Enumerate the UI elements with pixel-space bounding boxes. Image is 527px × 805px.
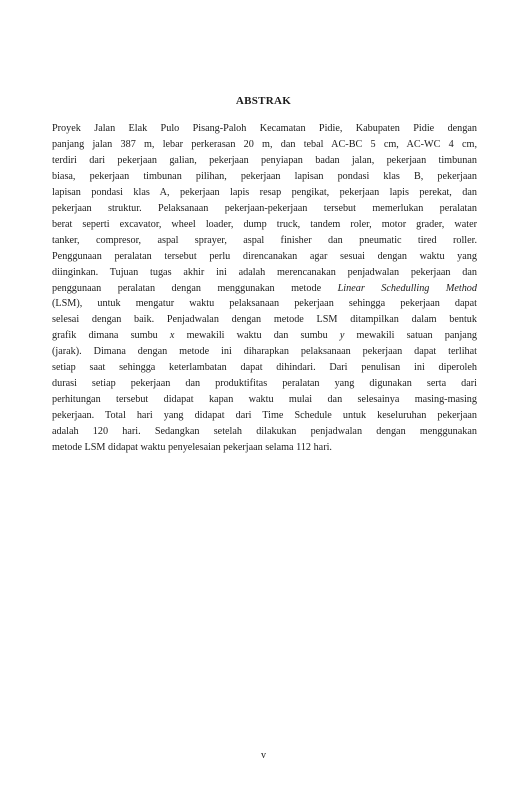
abstract-line: biasa, pekerjaan timbunan pilihan, pekerjaan lapisan pondasi klas B, pekerjaan xyxy=(52,170,477,182)
abstract-line: diinginkan. Tujuan tugas akhir ini adalah merencanakan penjadwalan pekerjaan dan xyxy=(52,266,477,278)
abstract-line: panjang jalan 387 m, lebar perkerasan 20 m, dan tebal AC-BC 5 cm, AC-WC 4 cm, xyxy=(52,138,477,150)
abstract-line-text: grafik dimana sumbu xyxy=(52,330,170,342)
abstract-line-text: mewakili satuan panjang xyxy=(344,330,478,342)
abstract-line xyxy=(52,328,477,344)
abstract-line: selesai dengan baik. Penjadwalan dengan metode LSM ditampilkan dalam bentuk xyxy=(52,314,477,326)
abstract-line: metode LSM didapat waktu penyelesaian pekerjaan selama 112 hari. xyxy=(52,442,332,454)
abstract-line-text: penggunaan peralatan dengan menggunakan metode xyxy=(52,282,338,294)
abstract-line: pekerjaan struktur. Pelaksanaan pekerjaan-pekerjaan tersebut memerlukan peralatan xyxy=(52,202,477,214)
abstract-body xyxy=(52,121,477,456)
abstract-line: berat seperti excavator, wheel loader, dump truck, tandem roler, motor grader, water xyxy=(52,218,477,230)
abstract-line: Penggunaan peralatan tersebut perlu direncanakan agar sesuai dengan waktu yang xyxy=(52,250,477,262)
axis-x-italic: x xyxy=(169,330,175,342)
abstract-line: perhitungan tersebut didapat kapan waktu mulai dan selesainya masing-masing xyxy=(52,394,477,406)
abstract-line xyxy=(52,281,477,297)
abstract-line: Proyek Jalan Elak Pulo Pisang-Paloh Kecamatan Pidie, Kabupaten Pidie dengan xyxy=(52,123,477,134)
abstract-line: (jarak). Dimana dengan metode ini diharapkan pelaksanaan pekerjaan dapat terlihat xyxy=(52,346,477,358)
abstract-line: tanker, compresor, aspal sprayer, aspal finisher dan pneumatic tired roller. xyxy=(52,234,477,246)
axis-y-italic: y xyxy=(339,330,345,342)
abstract-line: adalah 120 hari. Sedangkan setelah dilakukan penjadwalan dengan menggunakan xyxy=(52,426,477,438)
abstract-line: lapisan pondasi klas A, pekerjaan lapis resap pengikat, pekerjaan lapis perekat, dan xyxy=(52,186,477,198)
abstract-line: terdiri dari pekerjaan galian, pekerjaan penyiapan badan jalan, pekerjaan timbunan xyxy=(52,154,477,166)
abstract-title: ABSTRAK xyxy=(235,95,292,107)
abstract-line: pekerjaan. Total hari yang didapat dari Time Schedule untuk keseluruhan pekerjaan xyxy=(52,410,477,422)
method-name-italic: Linear Schedulling Method xyxy=(337,282,477,294)
abstract-line: durasi setiap pekerjaan dan produktifitas peralatan yang digunakan serta dari xyxy=(52,378,477,390)
abstract-line: setiap saat sehingga keterlambatan dapat dihindari. Dari penulisan ini diperoleh xyxy=(52,362,477,374)
abstract-line-text: mewakili waktu dan sumbu xyxy=(174,330,340,342)
page-number: v xyxy=(261,750,266,761)
abstract-line: (LSM), untuk mengatur waktu pelaksanaan pekerjaan sehingga pekerjaan dapat xyxy=(52,298,477,310)
